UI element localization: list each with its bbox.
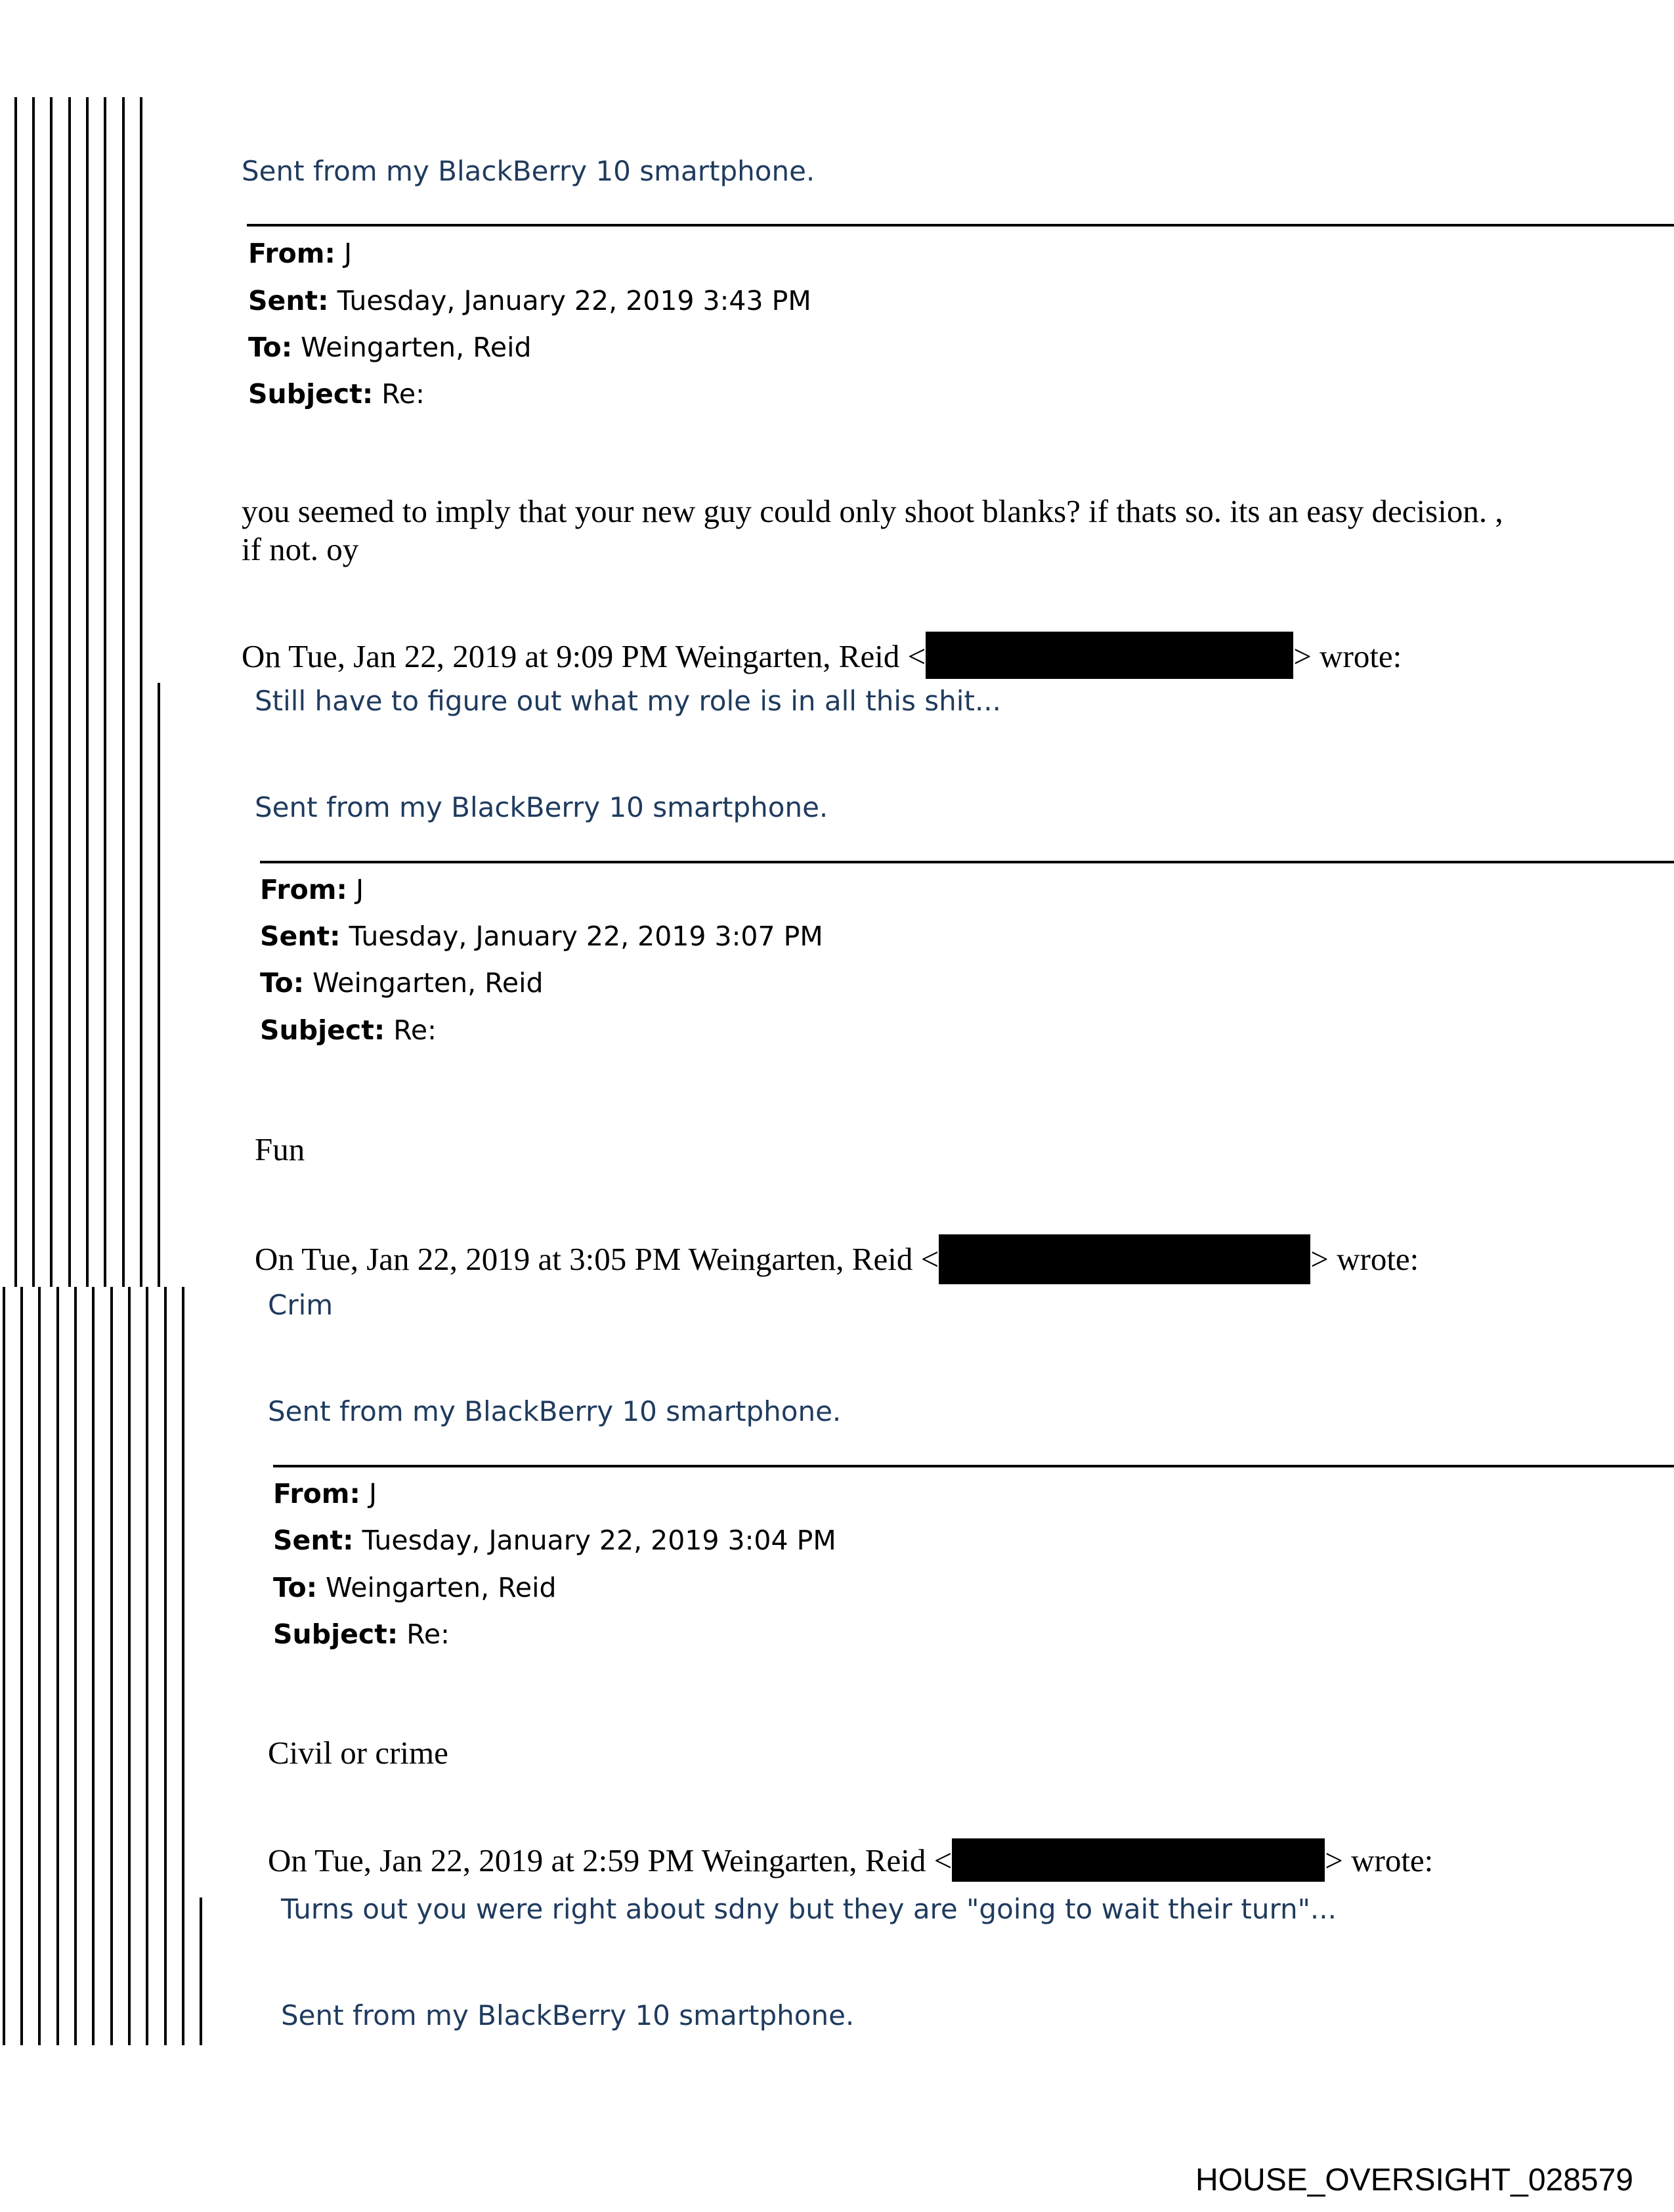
subject-label: Subject: xyxy=(248,378,374,410)
quote-prefix: On Tue, Jan 22, 2019 at 2:59 PM Weingarten, Reid < xyxy=(268,1842,953,1878)
blackberry-signature: Sent from my BlackBerry 10 smartphone. xyxy=(268,1395,842,1427)
redacted-email xyxy=(939,1234,1310,1284)
from-label: From: xyxy=(260,874,347,905)
quote-attribution xyxy=(268,1838,1433,1882)
subject-label: Subject: xyxy=(260,1014,385,1046)
to-label: To: xyxy=(273,1572,318,1603)
quote-attribution xyxy=(242,632,1402,679)
quote-attribution xyxy=(255,1234,1419,1284)
subject-value: Re: xyxy=(393,1014,437,1046)
sent-label: Sent: xyxy=(273,1525,354,1556)
email-header-from xyxy=(260,874,364,905)
to-label: To: xyxy=(248,332,293,363)
to-label: To: xyxy=(260,967,305,999)
redacted-email xyxy=(952,1838,1325,1882)
from-value: J xyxy=(368,1478,377,1509)
sent-value: Tuesday, January 22, 2019 3:04 PM xyxy=(362,1525,836,1556)
header-divider xyxy=(260,861,1674,863)
quote-bars-level-1 xyxy=(0,97,151,683)
sent-value: Tuesday, January 22, 2019 3:07 PM xyxy=(349,921,823,952)
from-label: From: xyxy=(273,1478,360,1509)
email-header-to xyxy=(260,967,544,999)
email-body-line: if not. oy xyxy=(242,531,359,567)
message-text: Still have to figure out what my role is in all this shit... xyxy=(255,685,1001,717)
email-header-sent xyxy=(248,285,811,316)
quote-bars-level-2 xyxy=(0,683,171,1287)
redacted-email xyxy=(926,632,1293,679)
email-body-line: you seemed to imply that your new guy could only shoot blanks? if thats so. its an easy decision. , xyxy=(242,493,1503,529)
email-header-sent xyxy=(273,1525,836,1556)
email-body-line: Fun xyxy=(255,1131,305,1167)
subject-value: Re: xyxy=(406,1618,450,1650)
email-header-from xyxy=(273,1478,377,1509)
to-value: Weingarten, Reid xyxy=(326,1572,557,1603)
quote-bars-level-3 xyxy=(0,1287,190,1901)
sent-label: Sent: xyxy=(260,921,341,952)
to-value: Weingarten, Reid xyxy=(312,967,544,999)
blackberry-signature: Sent from my BlackBerry 10 smartphone. xyxy=(242,155,815,187)
email-header-subject xyxy=(248,378,425,410)
blackberry-signature: Sent from my BlackBerry 10 smartphone. xyxy=(281,1999,855,2031)
blackberry-signature: Sent from my BlackBerry 10 smartphone. xyxy=(255,791,828,823)
bates-number: HOUSE_OVERSIGHT_028579 xyxy=(1195,2163,1633,2198)
email-header-from xyxy=(248,238,352,269)
from-value: J xyxy=(343,238,353,269)
quote-prefix: On Tue, Jan 22, 2019 at 9:09 PM Weingarten, Reid < xyxy=(242,638,926,674)
from-value: J xyxy=(355,874,364,905)
message-text: Crim xyxy=(268,1289,333,1321)
subject-label: Subject: xyxy=(273,1618,398,1650)
quote-prefix: On Tue, Jan 22, 2019 at 3:05 PM Weingarten, Reid < xyxy=(255,1241,939,1277)
email-body-line: Civil or crime xyxy=(268,1735,448,1771)
email-header-to xyxy=(273,1572,557,1603)
quote-suffix: > wrote: xyxy=(1293,638,1402,674)
header-divider xyxy=(273,1465,1674,1467)
email-header-subject xyxy=(260,1014,437,1046)
message-text: Turns out you were right about sdny but they are "going to wait their turn"... xyxy=(281,1893,1337,1925)
email-header-subject xyxy=(273,1618,450,1650)
subject-value: Re: xyxy=(381,378,425,410)
quote-suffix: > wrote: xyxy=(1310,1241,1419,1277)
quote-suffix: > wrote: xyxy=(1325,1842,1434,1878)
email-header-to xyxy=(248,332,532,363)
to-value: Weingarten, Reid xyxy=(301,332,532,363)
from-label: From: xyxy=(248,238,335,269)
header-divider xyxy=(247,224,1674,227)
quote-bars-level-4 xyxy=(0,1898,213,2045)
sent-value: Tuesday, January 22, 2019 3:43 PM xyxy=(337,285,811,316)
email-header-sent xyxy=(260,921,823,952)
sent-label: Sent: xyxy=(248,285,329,316)
